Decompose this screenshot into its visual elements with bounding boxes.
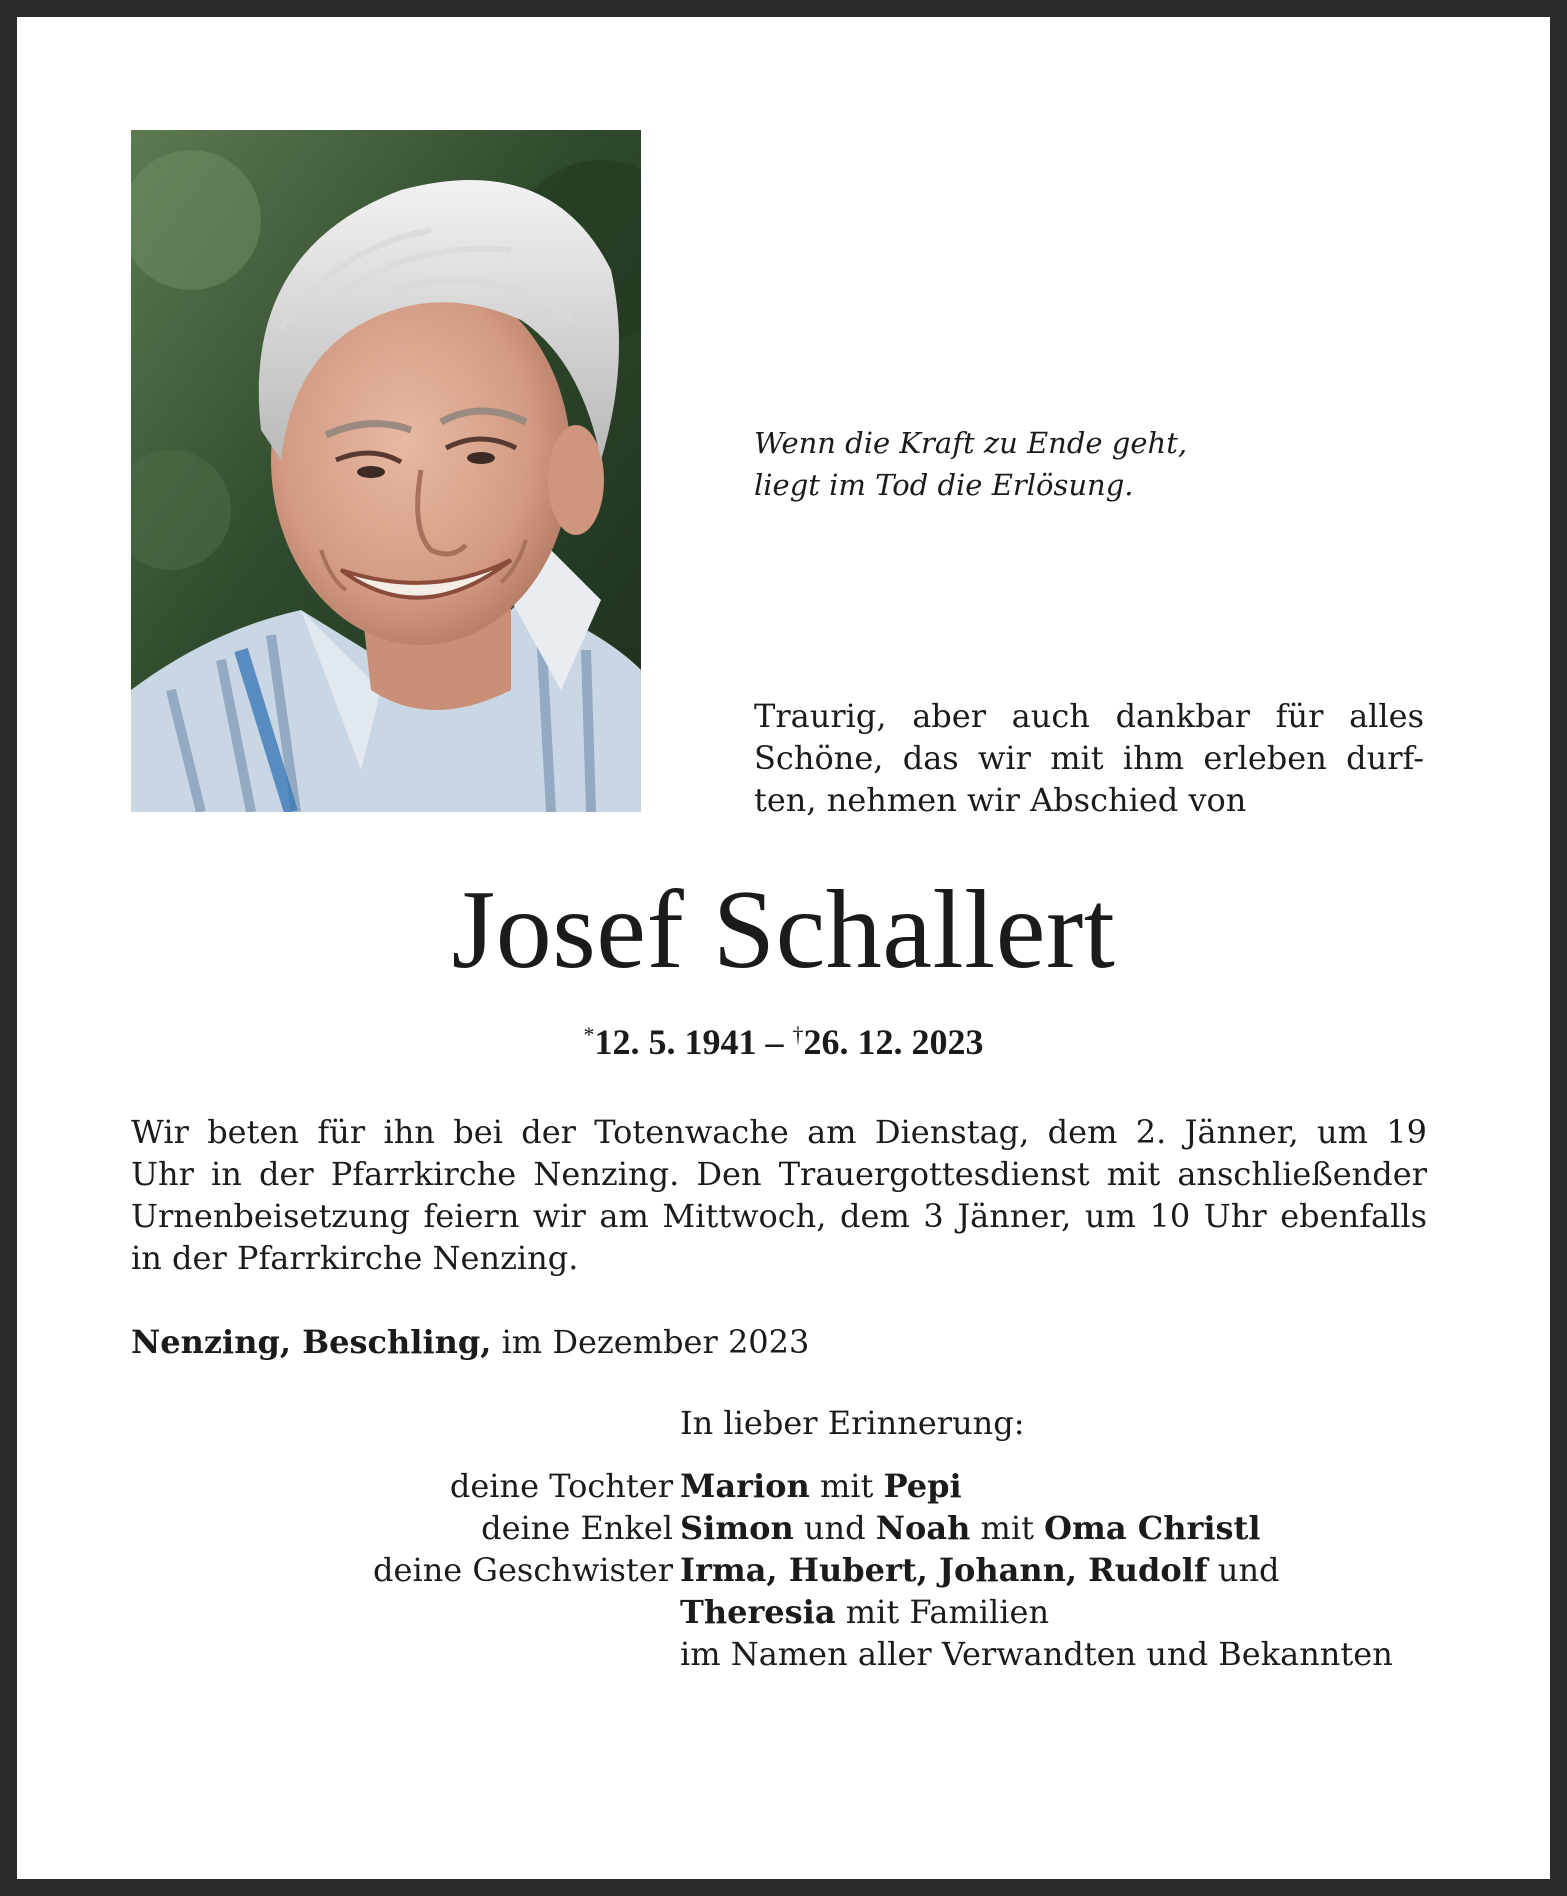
place-locations: Nenzing, Beschling, [131,1323,492,1361]
intro-text [754,695,1424,821]
mourner-names [680,1507,1260,1549]
place-date-text: im Dezember 2023 [491,1323,810,1361]
date-separator: – [756,1022,793,1062]
place-date [131,1321,809,1363]
quote-line: liegt im Tod die Erlösung. [754,468,1134,502]
quote-line: Wenn die Kraft zu Ende geht, [754,426,1188,460]
mourner-connector: mit [970,1509,1045,1547]
mourner-name: Noah [875,1509,971,1547]
mourner-names [680,1591,1049,1633]
mourner-name: Simon [680,1509,794,1547]
mourner-name: Marion [680,1467,810,1505]
intro-line: ten, nehmen wir Abschied von [754,781,1247,819]
mourner-row [17,1549,1550,1591]
death-symbol: † [792,1022,804,1047]
intro-line: Traurig, aber auch dankbar für alles [754,697,1424,735]
mourner-relation: deine Tochter [449,1467,673,1505]
birth-symbol: * [583,1022,595,1047]
mourner-connector: mit [809,1467,884,1505]
mourner-relation: deine Geschwister [373,1551,673,1589]
mourner-connector: und [793,1509,876,1547]
life-dates [17,1013,1550,1064]
announcement-line: Wir beten für ihn bei der Totenwache am Dienstag, dem 2. Jänner, um 19 [131,1113,1427,1151]
mourner-name: Theresia [680,1593,836,1631]
mourner-row [17,1507,1550,1549]
mourner-name: Pepi [883,1467,962,1505]
mourner-relation: deine Enkel [481,1509,673,1547]
mourner-closing: im Namen aller Verwandten und Bekannten [680,1635,1393,1673]
mourner-connector: und [1207,1551,1280,1589]
announcement-line: in der Pfarrkirche Nenzing. [131,1239,579,1277]
portrait-illustration [131,130,641,812]
announcement [131,1111,1427,1279]
mourner-row [17,1633,1550,1675]
mourner-row [17,1591,1550,1633]
mourner-row [17,1465,1550,1507]
birth-date: 12. 5. 1941 [594,1022,757,1062]
quote [754,422,1314,506]
mourner-name: Oma Christl [1044,1509,1261,1547]
announcement-line: Urnenbeisetzung feiern wir am Mittwoch, dem 3 Jänner, um 10 Uhr ebenfalls [131,1197,1427,1235]
portrait-photo [131,130,641,812]
mourner-names [680,1549,1280,1591]
memory-heading: In lieber Erinnerung: [680,1404,1025,1442]
obituary-page [17,17,1550,1879]
mourner-names [680,1465,962,1507]
announcement-line: Uhr in der Pfarrkirche Nenzing. Den Trauergottesdienst mit anschließender [131,1155,1427,1193]
mourner-connector: mit Familien [835,1593,1050,1631]
deceased-name: Josef Schallert [451,868,1116,992]
mourner-name: Irma, Hubert, Johann, Rudolf [680,1551,1208,1589]
death-date: 26. 12. 2023 [803,1022,984,1062]
intro-line: Schöne, das wir mit ihm erleben durf- [754,739,1424,777]
